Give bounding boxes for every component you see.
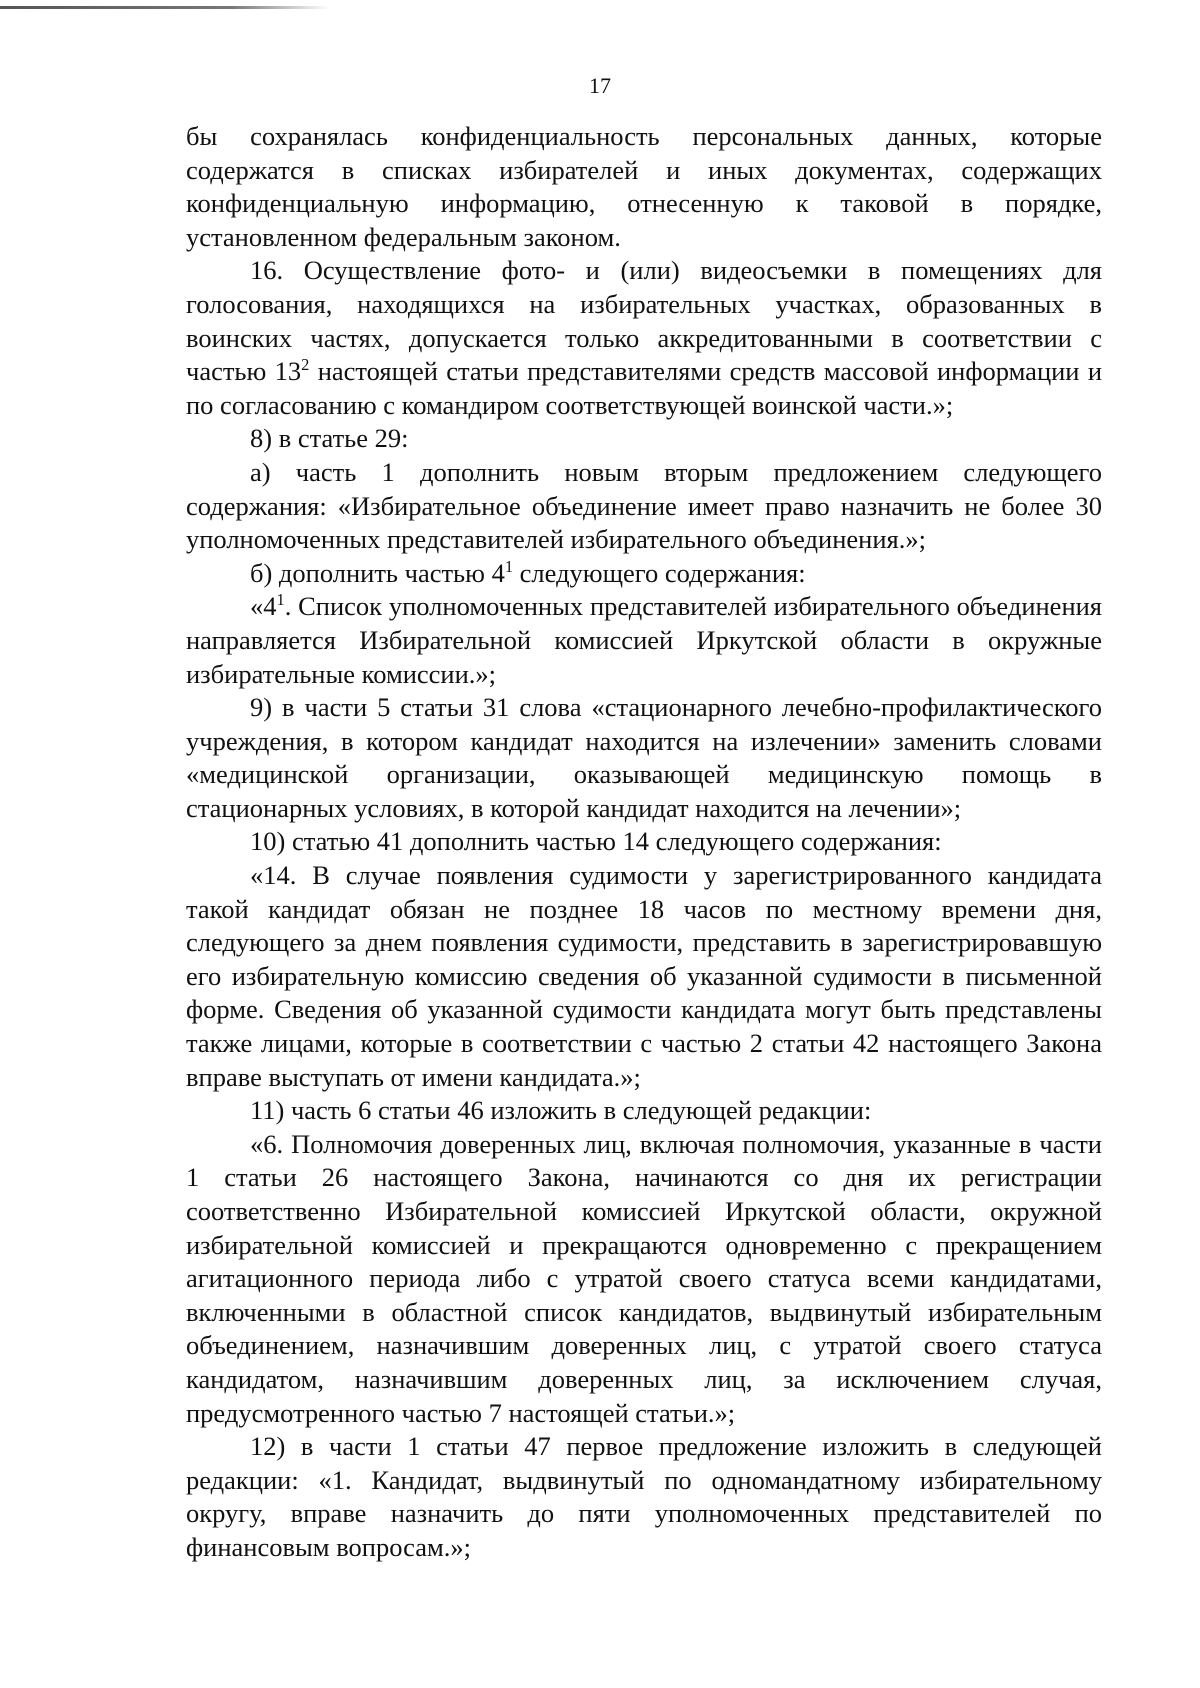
paragraph <box>186 859 1102 1094</box>
paragraph <box>186 691 1102 825</box>
text-run: б) дополнить частью 4 <box>250 557 505 588</box>
paragraph <box>186 1094 1102 1128</box>
scan-edge-line <box>0 6 330 9</box>
paragraph <box>186 120 1102 254</box>
text-run: «6. Полномочия доверенных лиц, включая полномочия, указанные в части 1 статьи 26 настоящего Закона, начинаются со дня их регистрации соответственно Избирательной комиссией Иркутской области, окружной избирательной комиссией и прекращаются одновременно с прекращением агитационного периода либо с утратой своего статуса всеми кандидатами, включенными в областной список кандидатов, выдвинутый избирательным объединением, назначившим доверенных лиц, с утратой своего статуса кандидатом, назначившим доверенных лиц, за исключением случая, предусмотренного частью 7 настоящей статьи.»; <box>186 1128 1102 1428</box>
text-run: следующего содержания: <box>513 557 806 588</box>
text-run: настоящей статьи представителями средств массовой информации и по согласованию с командиром соответствующей воинской части.»; <box>186 356 1102 420</box>
superscript: 1 <box>276 590 285 610</box>
paragraph <box>186 825 1102 859</box>
text-run: . Список уполномоченных представителей избирательного объединения направляется Избирательной комиссией Иркутской области в окружные избирательные комиссии.»; <box>186 591 1102 689</box>
text-run: 10) статью 41 дополнить частью 14 следующего содержания: <box>250 826 942 857</box>
text-run: 9) в части 5 статьи 31 слова «стационарного лечебно-профилактического учреждения, в котором кандидат находится на излечении» заменить словами «медицинской организации, оказывающей медицинскую помощь в стационарных условиях, в которой кандидат находится на лечении»; <box>186 692 1102 823</box>
page-number: 17 <box>589 73 611 98</box>
text-run: 16. Осуществление фото- и (или) видеосъемки в помещениях для голосования, находящихся на избирательных участках, образованных в воинских частях, допускается только аккредитованными в соответствии с частью 13 <box>186 255 1102 387</box>
paragraph <box>186 557 1102 591</box>
superscript: 1 <box>504 556 514 576</box>
paragraph <box>186 422 1102 456</box>
text-run: а) часть 1 дополнить новым вторым предложением следующего содержания: «Избирательное объединение имеет право назначить не более 30 уполномоченных представителей избирательного объединения.»; <box>186 456 1102 555</box>
paragraph <box>186 254 1102 422</box>
text-run: 11) часть 6 статьи 46 изложить в следующей редакции: <box>250 1095 872 1126</box>
paragraph <box>186 1128 1102 1430</box>
paragraph <box>186 590 1102 691</box>
text-run: бы сохранялась конфиденциальность персональных данных, которые содержатся в списках избирателей и иных документах, содержащих конфиденциальную информацию, отнесенную к таковой в порядке, установленном федеральным законом. <box>186 121 1102 252</box>
text-run: «14. В случае появления судимости у зарегистрированного кандидата такой кандидат обязан не позднее 18 часов по местному времени дня, следующего за днем появления судимости, представить в зарегистрировавшую его избирательную комиссию сведения об указанной судимости в письменной форме. Сведения об указанной судимости кандидата могут быть представлены также лицами, которые в соответствии с частью 2 статьи 42 настоящего Закона вправе выступать от имени кандидата.»; <box>186 860 1102 1092</box>
document-body <box>186 120 1102 1565</box>
text-run: «4 <box>250 591 277 622</box>
paragraph <box>186 1430 1102 1564</box>
paragraph <box>186 456 1102 557</box>
text-run: 8) в статье 29: <box>250 423 409 454</box>
superscript: 2 <box>301 355 310 375</box>
text-run: 12) в части 1 статьи 47 первое предложение изложить в следующей редакции: «1. Кандидат, выдвинутый по одномандатному избирательному округу, вправе назначить до пяти уполномоченных представителей по финансовым вопросам.»; <box>186 1431 1102 1562</box>
